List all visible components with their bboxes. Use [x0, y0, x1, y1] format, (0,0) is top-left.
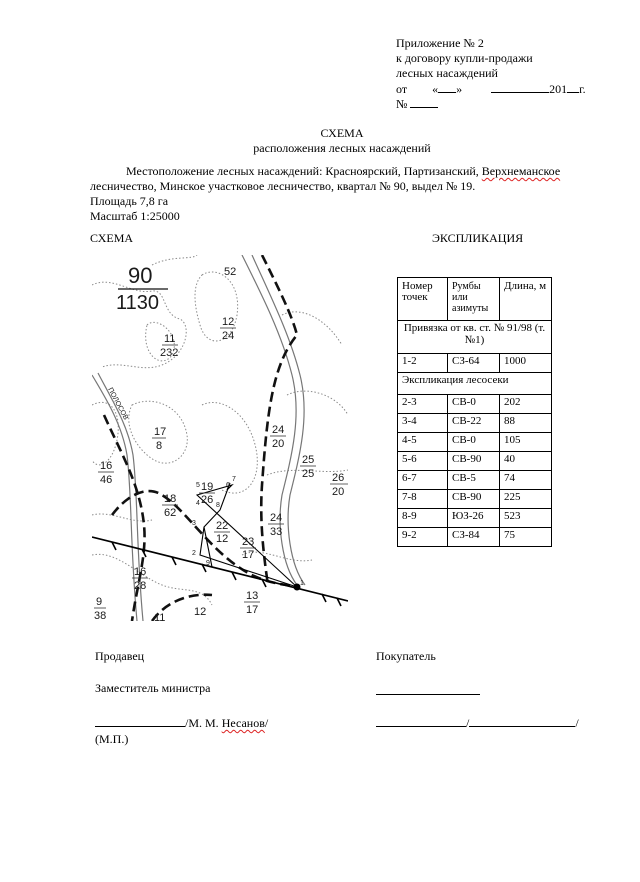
- date-open-quote: «: [432, 82, 439, 96]
- cell-points: 2-3: [398, 395, 448, 414]
- date-close-quote: »: [456, 82, 463, 96]
- plot-number: 12: [194, 606, 207, 618]
- plot-number: 26: [332, 472, 345, 484]
- seller-slash: /: [264, 716, 269, 730]
- plot-value: 24: [222, 330, 235, 342]
- cell-bearing: СВ-22: [448, 414, 500, 433]
- cut-section-row: [398, 373, 552, 395]
- table-header-row: [398, 278, 552, 321]
- cell-bearing: ЮЗ-26: [448, 509, 500, 528]
- plot-value: 12: [216, 533, 229, 545]
- seller-surname: Несанов: [221, 716, 265, 730]
- table-row: [398, 509, 552, 528]
- point-number: 2: [192, 550, 196, 557]
- forestry-name: Верхнеманское: [481, 164, 561, 178]
- plot-number: 12: [222, 316, 235, 328]
- buyer-position-line: [376, 694, 480, 695]
- plot-value: 17: [246, 604, 259, 616]
- scheme-subtitle: расположения лесных насаждений: [253, 141, 431, 155]
- plot-value: 62: [164, 507, 177, 519]
- buyer-name-blank: [469, 716, 575, 727]
- table-row: [398, 433, 552, 452]
- plot-value: 20: [272, 438, 285, 450]
- table-row: [398, 414, 552, 433]
- appendix-date-line: [396, 82, 586, 96]
- appendix-number-line: [396, 97, 438, 111]
- plot-number: 11: [154, 612, 166, 621]
- plot-number: 13: [246, 590, 259, 602]
- number-blank: [410, 97, 438, 108]
- plot-value: 25: [302, 468, 315, 480]
- plot-number: 17: [154, 426, 167, 438]
- year-prefix: 201: [549, 82, 568, 96]
- seller-initials: /М. М.: [185, 716, 222, 730]
- day-blank: [438, 82, 456, 93]
- cell-length: 225: [500, 490, 552, 509]
- cell-points: 7-8: [398, 490, 448, 509]
- plot-number: 9: [96, 596, 103, 608]
- buyer-signature-line: [376, 716, 579, 730]
- buyer-label: Покупатель: [376, 649, 436, 663]
- point-number: 7: [232, 476, 236, 483]
- plot-number: 16: [134, 566, 147, 578]
- location-line-1: [126, 165, 560, 178]
- number-label: №: [396, 97, 408, 111]
- appendix-line-1: Приложение № 2: [396, 36, 484, 50]
- forest-map: [92, 255, 348, 621]
- header-length: Длина, м: [500, 278, 552, 321]
- plot-number: 11: [164, 333, 176, 345]
- month-blank: [491, 82, 549, 93]
- quarter-number: 90: [128, 263, 153, 288]
- cell-points: 6-7: [398, 471, 448, 490]
- stamp-label: (М.П.): [95, 732, 129, 746]
- point-number: 8: [216, 502, 220, 509]
- scale-text: Масштаб 1:25000: [90, 209, 180, 223]
- plot-value: 33: [270, 526, 283, 538]
- table-row: [398, 395, 552, 414]
- binding-section-row: [398, 321, 552, 354]
- plot-value: 26: [201, 494, 214, 506]
- area-text: Площадь 7,8 га: [90, 194, 169, 208]
- cut-title: Экспликация лесосеки: [398, 373, 552, 395]
- plot-number: 19: [201, 481, 214, 493]
- cell-bearing: СВ-5: [448, 471, 500, 490]
- plot-value: 28: [134, 580, 147, 592]
- year-suffix: г.: [579, 82, 586, 96]
- seller-label: Продавец: [95, 649, 145, 663]
- point-number: 9: [206, 560, 210, 567]
- explication-label: ЭКСПЛИКАЦИЯ: [432, 231, 524, 245]
- cell-length: 202: [500, 395, 552, 414]
- cell-length: 523: [500, 509, 552, 528]
- buyer-signature-blank: [376, 716, 466, 727]
- table-row: [398, 528, 552, 547]
- explication-table: [397, 277, 552, 547]
- seller-signature-line: [95, 716, 268, 730]
- point-number: 4: [196, 500, 200, 507]
- seller-signature-blank: [95, 716, 185, 727]
- table-row: [398, 452, 552, 471]
- table-row: [398, 490, 552, 509]
- plot-value: 8: [156, 440, 163, 452]
- cell-points: 9-2: [398, 528, 448, 547]
- point-number: 1: [300, 580, 304, 587]
- cell-points: 3-4: [398, 414, 448, 433]
- cell-bearing: СВ-0: [448, 433, 500, 452]
- plot-value: 38: [94, 610, 107, 621]
- year-blank: [567, 82, 579, 93]
- cell-bearing: СВ-90: [448, 452, 500, 471]
- binding-title: Привязка от кв. ст. № 91/98 (т. №1): [398, 321, 552, 354]
- appendix-line-2: к договору купли-продажи: [396, 51, 533, 65]
- appendix-line-3: лесных насаждений: [396, 66, 498, 80]
- cell-points: 1-2: [398, 354, 448, 373]
- table-row: [398, 471, 552, 490]
- cell-bearing: СВ-0: [448, 395, 500, 414]
- plot-number: 22: [216, 520, 229, 532]
- plot-number: 16: [100, 460, 113, 472]
- plot-number: 23: [242, 536, 255, 548]
- point-number: 6: [226, 482, 230, 489]
- point-number: 3: [192, 520, 196, 527]
- plot-value: 232: [160, 347, 179, 359]
- cell-bearing: СЗ-84: [448, 528, 500, 547]
- header-bearings: Румбы или азимуты: [448, 278, 500, 321]
- point-number: 5: [196, 482, 200, 489]
- table-row: [398, 354, 552, 373]
- cell-length: 74: [500, 471, 552, 490]
- location-line-2: лесничество, Минское участковое лесничество, квартал № 90, выдел № 19.: [90, 179, 476, 193]
- header-points: Номер точек: [398, 278, 448, 321]
- cell-length: 105: [500, 433, 552, 452]
- plot-number: 18: [164, 493, 177, 505]
- plot-value: 17: [242, 549, 255, 561]
- scheme-title: СХЕМА: [320, 126, 364, 140]
- cell-length: 1000: [500, 354, 552, 373]
- cell-bearing: СВ-90: [448, 490, 500, 509]
- power-line: [92, 537, 348, 606]
- from-label: от: [396, 82, 408, 96]
- cell-points: 8-9: [398, 509, 448, 528]
- plot-number: 24: [272, 424, 285, 436]
- buyer-slash-1: /: [466, 716, 470, 730]
- cell-points: 4-5: [398, 433, 448, 452]
- cell-length: 40: [500, 452, 552, 471]
- cell-length: 75: [500, 528, 552, 547]
- cell-length: 88: [500, 414, 552, 433]
- plot-number: 24: [270, 512, 283, 524]
- plot-value: 20: [332, 486, 345, 498]
- plot-value: 52: [224, 266, 237, 278]
- buyer-slash-2: /: [575, 716, 579, 730]
- cell-points: 5-6: [398, 452, 448, 471]
- road-label: ПОЛОСОВ: [106, 386, 130, 422]
- scheme-label: СХЕМА: [90, 231, 134, 245]
- plot-value: 46: [100, 474, 113, 486]
- plot-number: 25: [302, 454, 315, 466]
- cell-bearing: СЗ-64: [448, 354, 500, 373]
- deputy-minister-label: Заместитель министра: [95, 681, 211, 695]
- quarter-area: 1130: [116, 292, 160, 314]
- location-text: Местоположение лесных насаждений: Красноярский, Партизанский,: [126, 164, 482, 178]
